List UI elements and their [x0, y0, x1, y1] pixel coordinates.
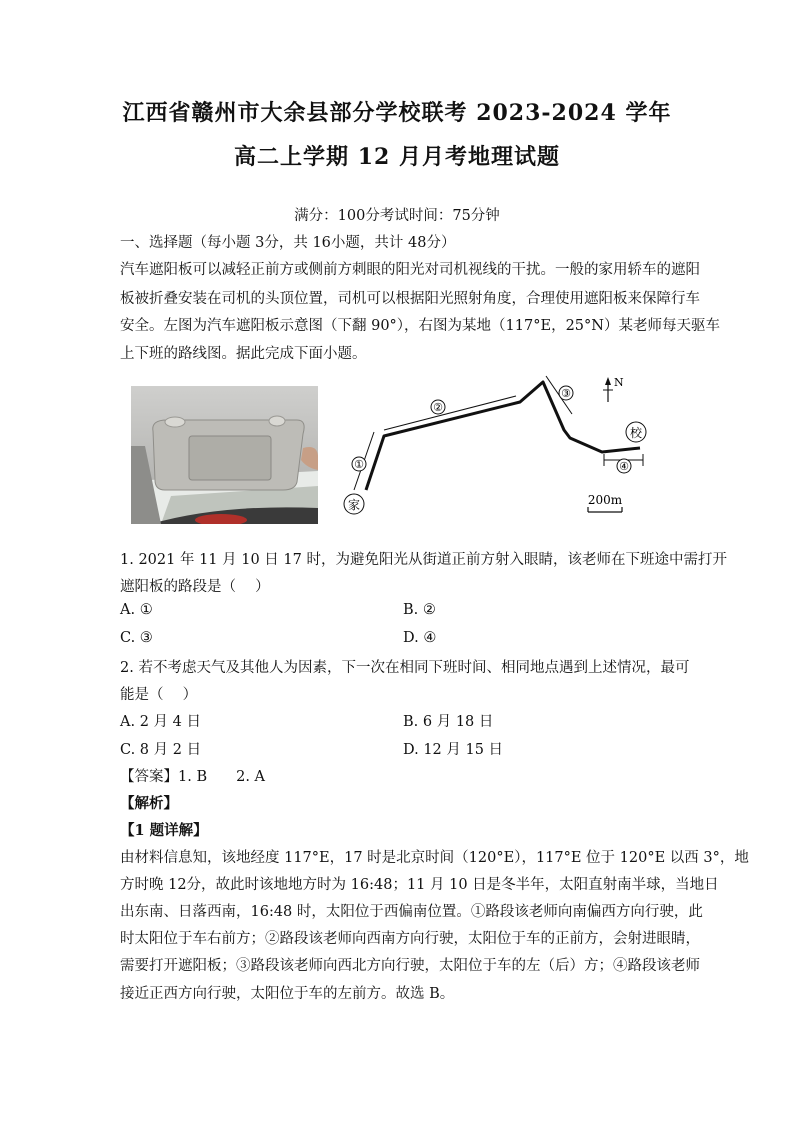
explain-line-1: 由材料信息知，该地经度 117°E，17 时是北京时间（120°E），117°E 位于 120°E 以西 3°，地: [120, 850, 749, 866]
north-arrow-icon: [603, 376, 624, 402]
analysis-heading: 【解析】: [120, 795, 178, 812]
q2-line-2: 能是（ ）: [120, 687, 198, 703]
material-line-1: 汽车遮阳板可以减轻正前方或侧前方刺眼的阳光对司机视线的干扰。一般的家用轿车的遮阳: [120, 262, 700, 278]
q2-option-a[interactable]: A. 2 月 4 日: [120, 714, 201, 730]
q2-option-d[interactable]: D. 12 月 15 日: [403, 742, 504, 758]
q1-option-b[interactable]: B. ②: [403, 602, 436, 618]
material-line-2: 板被折叠安装在司机的头顶位置，司机可以根据阳光照射角度，合理使用遮阳板来保障行车: [120, 291, 700, 307]
scale-label: 200m: [587, 493, 623, 507]
q1-option-a[interactable]: A. ①: [120, 602, 153, 618]
material-line-4: 上下班的路线图。据此完成下面小题。: [120, 346, 367, 362]
title-line-2: 高二上学期 12 月月考地理试题: [234, 144, 560, 170]
explain-line-3: 出东南、日落西南，16:48 时，太阳位于西偏南位置。①路段该老师向南偏西方向行驶，此: [120, 904, 703, 920]
score-time-line: 满分：100分考试时间：75分钟: [294, 208, 500, 224]
material-line-3: 安全。左图为汽车遮阳板示意图（下翻 90°），右图为某地（117°E，25°N）某老师每天驱车: [120, 318, 720, 334]
q2-option-c[interactable]: C. 8 月 2 日: [120, 742, 202, 758]
sun-visor-photo: [131, 386, 318, 524]
home-label: 家: [347, 498, 361, 512]
q2-option-b[interactable]: B. 6 月 18 日: [403, 714, 494, 730]
explain-line-5: 需要打开遮阳板；③路段该老师向西北方向行驶，太阳位于车的左（后）方；④路段该老师: [120, 958, 700, 974]
school-label: 校: [629, 426, 643, 440]
segment-1-label: ①: [354, 458, 364, 471]
explain-line-4: 时太阳位于车右前方；②路段该老师向西南方向行驶，太阳位于车的正前方，会射进眼睛，: [120, 931, 700, 947]
segment-2-label: ②: [433, 401, 443, 414]
q1-line-1: 1. 2021 年 11 月 10 日 17 时，为避免阳光从街道正前方射入眼睛，该老师在下班途中需打开: [120, 552, 727, 568]
explain-line-2: 方时晚 12分，故此时该地地方时为 16:48；11 月 10 日是冬半年，太阳直射南半球，当地日: [120, 877, 719, 893]
q1-option-d[interactable]: D. ④: [403, 630, 437, 646]
detail-1-heading: 【1 题详解】: [120, 822, 208, 839]
q1-line-2: 遮阳板的路段是（ ）: [120, 579, 270, 595]
title-line-1: 江西省赣州市大余县部分学校联考 2023-2024 学年: [122, 100, 672, 126]
segment-4-label: ④: [619, 460, 629, 473]
q2-line-1: 2. 若不考虑天气及其他人为因素，下一次在相同下班时间、相同地点遇到上述情况，最可: [120, 660, 690, 676]
section-heading: 一、选择题（每小题 3分，共 16小题，共计 48分）: [120, 235, 456, 251]
q1-option-c[interactable]: C. ③: [120, 630, 153, 646]
explain-line-6: 接近正西方向行驶，太阳位于车的左前方。故选 B。: [120, 986, 455, 1002]
segment-3-label: ③: [561, 387, 571, 400]
answer-line: 【答案】1. B 2. A: [120, 769, 266, 785]
north-label: N: [614, 376, 624, 389]
route-map: [340, 372, 660, 522]
